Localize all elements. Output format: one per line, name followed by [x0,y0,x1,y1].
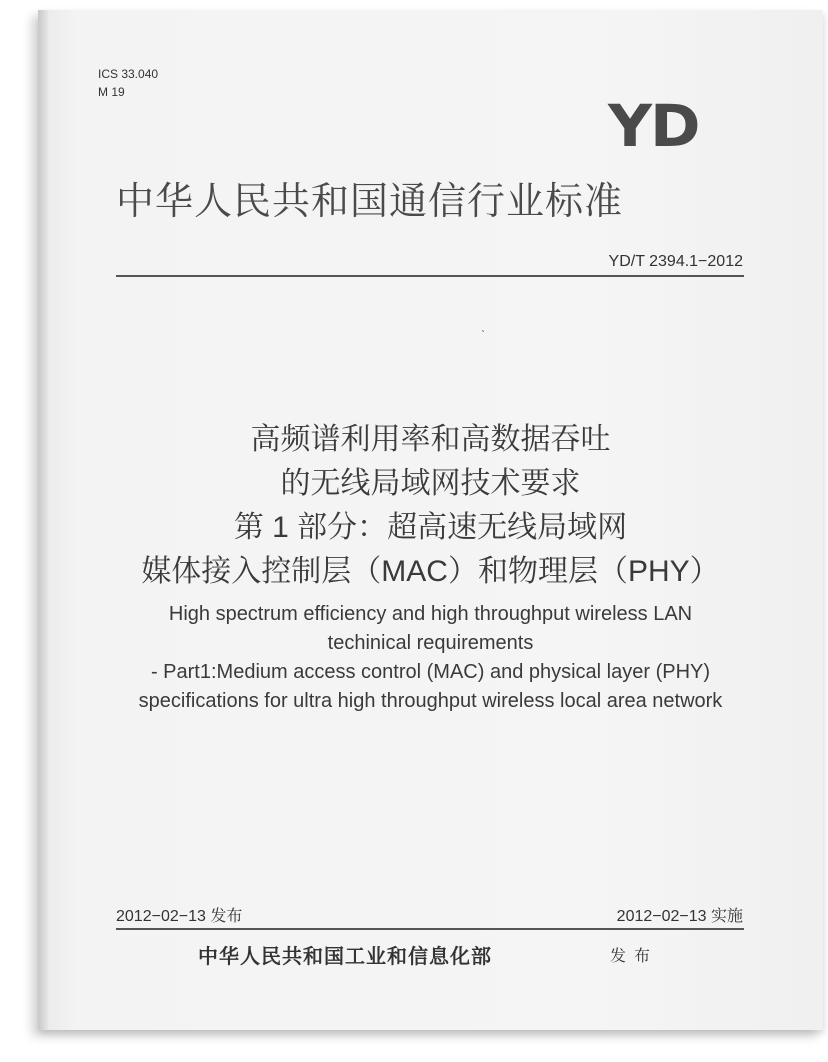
standard-number: YD/T 2394.1−2012 [608,253,743,270]
stray-mark: ˋ [481,328,485,342]
cn-title-line: 媒体接入控制层（MAC）和物理层（PHY） [141,555,720,588]
cn-title-line: 高频谱利用率和高数据吞吐 [250,423,611,456]
en-title-line: - Part1:Medium access control (MAC) and physical layer (PHY) [150,661,711,683]
en-title-line: specifications for ultra high throughput wireless local area network [138,690,723,712]
cn-title-line: 的无线局域网技术要求 [280,467,581,500]
yd-logo: YD [608,92,699,160]
cover-spine [38,10,48,1030]
ics-code: ICS 33.040 [98,67,159,81]
en-title-line: techinical requirements [327,632,534,654]
en-title-line: High spectrum efficiency and high throughput wireless LAN [168,603,693,625]
category-code: M 19 [98,85,125,99]
top-divider [116,275,744,277]
publisher-suffix: 发布 [610,948,659,965]
bottom-divider [116,928,744,930]
publisher-name: 中华人民共和国工业和信息化部 [198,946,492,968]
cn-title-line: 第 1 部分：超高速无线局域网 [233,511,628,544]
implementation-date: 2012−02−13 实施 [616,908,743,925]
document-title-block [78,418,783,716]
document-cover [38,10,823,1030]
standard-title: 中华人民共和国通信行业标准 [116,181,624,223]
issue-date: 2012−02−13 发布 [116,908,243,925]
